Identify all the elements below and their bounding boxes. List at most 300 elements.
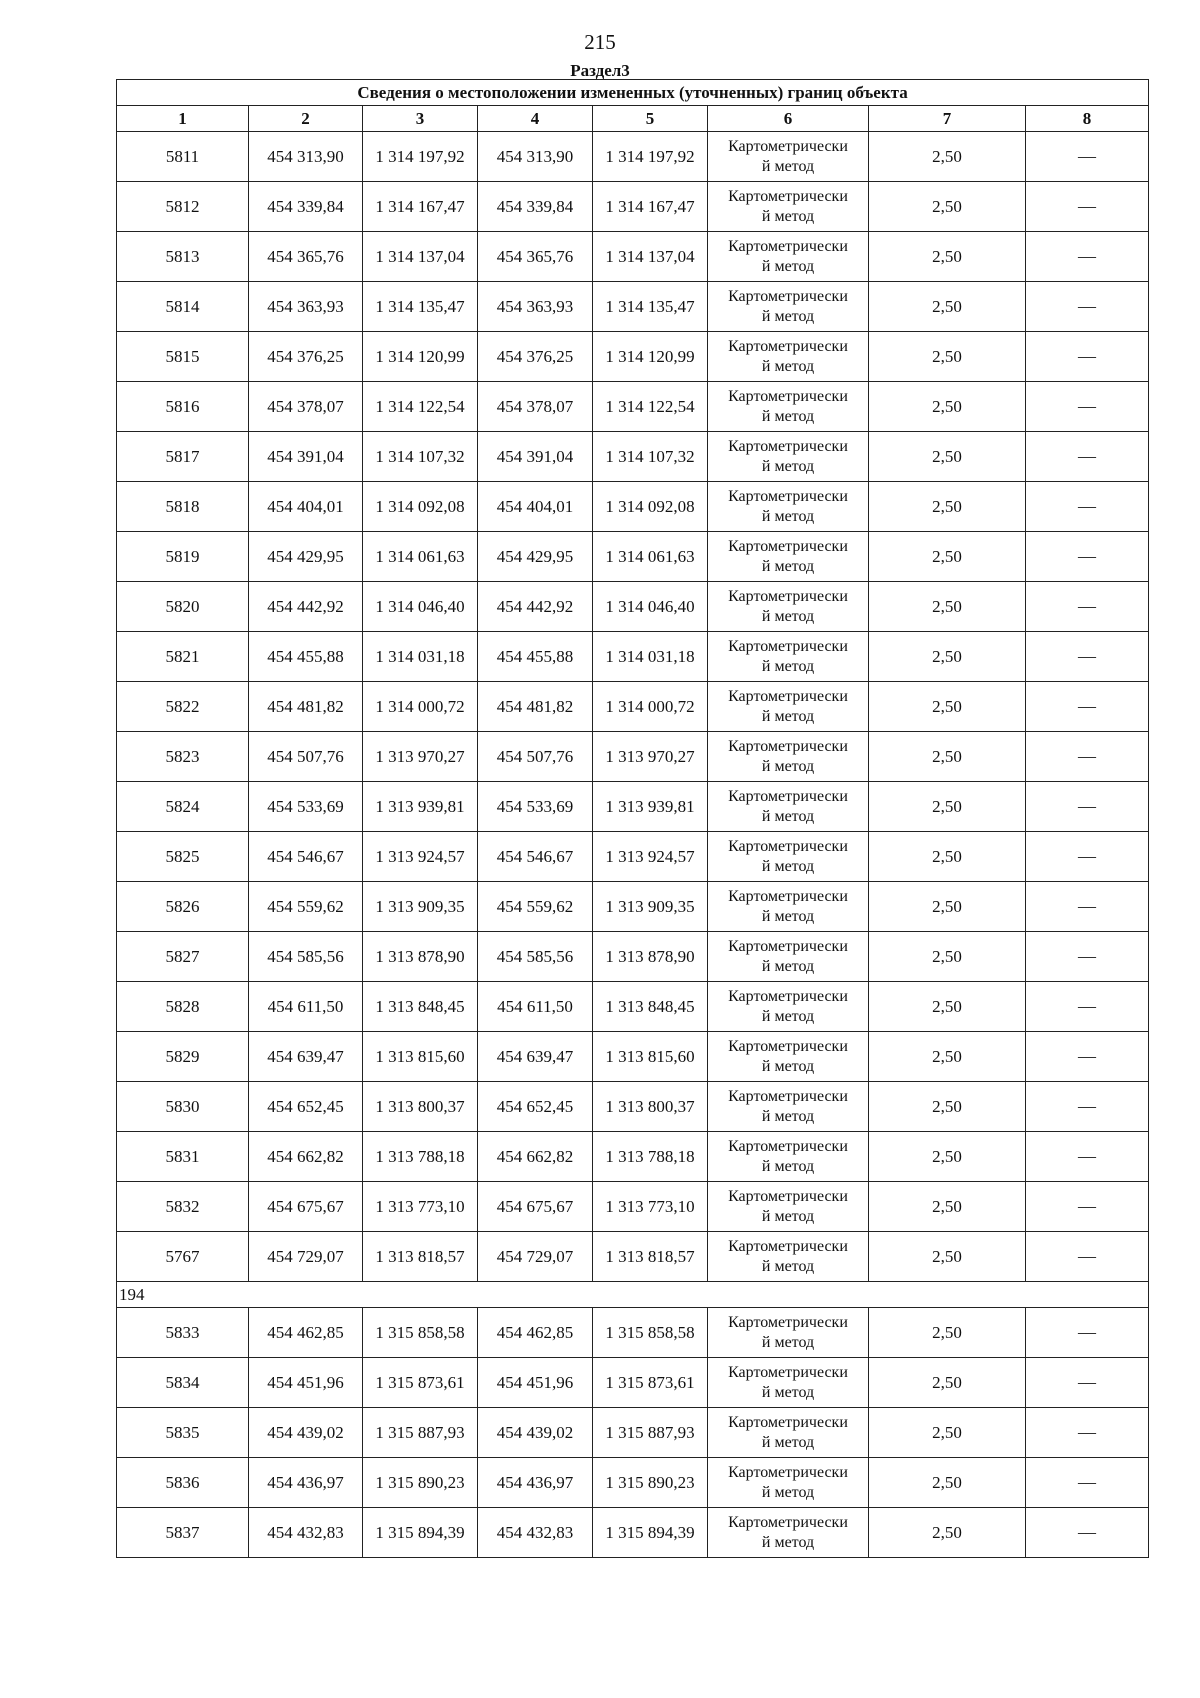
method-text-line1: Картометрически bbox=[728, 1087, 848, 1105]
x-old-cell: 454 639,47 bbox=[249, 1032, 363, 1082]
column-header: 1 bbox=[117, 106, 249, 132]
table-row bbox=[117, 282, 1149, 332]
method-cell bbox=[708, 1082, 869, 1132]
x-new-cell: 454 546,67 bbox=[478, 832, 593, 882]
description-cell: — bbox=[1026, 382, 1149, 432]
description-cell: — bbox=[1026, 432, 1149, 482]
method-text-line2: й метод bbox=[761, 157, 815, 175]
y-old-cell: 1 314 122,54 bbox=[363, 382, 478, 432]
point-number-cell: 5820 bbox=[117, 582, 249, 632]
description-cell: — bbox=[1026, 1458, 1149, 1508]
x-new-cell: 454 507,76 bbox=[478, 732, 593, 782]
point-number-cell: 5835 bbox=[117, 1408, 249, 1458]
point-number-cell: 5815 bbox=[117, 332, 249, 382]
y-new-cell: 1 313 800,37 bbox=[593, 1082, 708, 1132]
x-new-cell: 454 378,07 bbox=[478, 382, 593, 432]
x-old-cell: 454 455,88 bbox=[249, 632, 363, 682]
method-text-line2: й метод bbox=[761, 257, 815, 275]
y-old-cell: 1 314 046,40 bbox=[363, 582, 478, 632]
y-old-cell: 1 315 894,39 bbox=[363, 1508, 478, 1558]
method-text-line1: Картометрически bbox=[728, 737, 848, 755]
accuracy-cell: 2,50 bbox=[869, 1358, 1026, 1408]
point-number-cell: 5829 bbox=[117, 1032, 249, 1082]
description-cell: — bbox=[1026, 782, 1149, 832]
y-new-cell: 1 314 031,18 bbox=[593, 632, 708, 682]
method-text-line2: й метод bbox=[761, 507, 815, 525]
method-cell bbox=[708, 782, 869, 832]
x-new-cell: 454 313,90 bbox=[478, 132, 593, 182]
table-row bbox=[117, 1408, 1149, 1458]
x-old-cell: 454 559,62 bbox=[249, 882, 363, 932]
x-new-cell: 454 404,01 bbox=[478, 482, 593, 532]
description-cell: — bbox=[1026, 182, 1149, 232]
point-number-cell: 5811 bbox=[117, 132, 249, 182]
table-row bbox=[117, 632, 1149, 682]
method-cell bbox=[708, 1182, 869, 1232]
accuracy-cell: 2,50 bbox=[869, 1232, 1026, 1282]
x-old-cell: 454 533,69 bbox=[249, 782, 363, 832]
method-text-line1: Картометрически bbox=[728, 1363, 848, 1381]
accuracy-cell: 2,50 bbox=[869, 482, 1026, 532]
group-row bbox=[117, 1282, 1149, 1308]
table-row bbox=[117, 482, 1149, 532]
method-text-line2: й метод bbox=[761, 307, 815, 325]
method-text-line2: й метод bbox=[761, 707, 815, 725]
point-number-cell: 5826 bbox=[117, 882, 249, 932]
method-cell bbox=[708, 1358, 869, 1408]
point-number-cell: 5830 bbox=[117, 1082, 249, 1132]
table-row bbox=[117, 1232, 1149, 1282]
x-new-cell: 454 662,82 bbox=[478, 1132, 593, 1182]
description-cell: — bbox=[1026, 482, 1149, 532]
method-text-line1: Картометрически bbox=[728, 487, 848, 505]
x-new-cell: 454 436,97 bbox=[478, 1458, 593, 1508]
y-new-cell: 1 313 970,27 bbox=[593, 732, 708, 782]
y-new-cell: 1 314 092,08 bbox=[593, 482, 708, 532]
column-header: 4 bbox=[478, 106, 593, 132]
method-text-line2: й метод bbox=[761, 907, 815, 925]
method-text-line2: й метод bbox=[761, 1057, 815, 1075]
method-text-line1: Картометрически bbox=[728, 237, 848, 255]
x-new-cell: 454 363,93 bbox=[478, 282, 593, 332]
y-old-cell: 1 313 773,10 bbox=[363, 1182, 478, 1232]
y-new-cell: 1 313 878,90 bbox=[593, 932, 708, 982]
point-number-cell: 5814 bbox=[117, 282, 249, 332]
accuracy-cell: 2,50 bbox=[869, 432, 1026, 482]
method-text-line1: Картометрически bbox=[728, 637, 848, 655]
method-text-line1: Картометрически bbox=[728, 887, 848, 905]
x-new-cell: 454 462,85 bbox=[478, 1308, 593, 1358]
description-cell: — bbox=[1026, 132, 1149, 182]
accuracy-cell: 2,50 bbox=[869, 682, 1026, 732]
description-cell: — bbox=[1026, 932, 1149, 982]
y-new-cell: 1 314 122,54 bbox=[593, 382, 708, 432]
method-text-line1: Картометрически bbox=[728, 1137, 848, 1155]
y-new-cell: 1 315 873,61 bbox=[593, 1358, 708, 1408]
group-label: 194 bbox=[117, 1282, 1149, 1308]
method-cell bbox=[708, 282, 869, 332]
y-new-cell: 1 314 120,99 bbox=[593, 332, 708, 382]
point-number-cell: 5828 bbox=[117, 982, 249, 1032]
method-cell bbox=[708, 382, 869, 432]
y-new-cell: 1 314 135,47 bbox=[593, 282, 708, 332]
x-new-cell: 454 376,25 bbox=[478, 332, 593, 382]
column-header: 3 bbox=[363, 106, 478, 132]
y-old-cell: 1 315 887,93 bbox=[363, 1408, 478, 1458]
point-number-cell: 5827 bbox=[117, 932, 249, 982]
method-cell bbox=[708, 482, 869, 532]
x-old-cell: 454 442,92 bbox=[249, 582, 363, 632]
method-text-line2: й метод bbox=[761, 957, 815, 975]
method-text-line1: Картометрически bbox=[728, 987, 848, 1005]
accuracy-cell: 2,50 bbox=[869, 1082, 1026, 1132]
y-old-cell: 1 314 120,99 bbox=[363, 332, 478, 382]
method-cell bbox=[708, 332, 869, 382]
method-text-line1: Картометрически bbox=[728, 1463, 848, 1481]
y-old-cell: 1 314 167,47 bbox=[363, 182, 478, 232]
y-old-cell: 1 314 092,08 bbox=[363, 482, 478, 532]
point-number-cell: 5824 bbox=[117, 782, 249, 832]
column-header: 6 bbox=[708, 106, 869, 132]
method-text-line2: й метод bbox=[761, 207, 815, 225]
method-text-line1: Картометрически bbox=[728, 1037, 848, 1055]
table-row bbox=[117, 1358, 1149, 1408]
accuracy-cell: 2,50 bbox=[869, 882, 1026, 932]
y-new-cell: 1 313 773,10 bbox=[593, 1182, 708, 1232]
method-text-line2: й метод bbox=[761, 407, 815, 425]
y-old-cell: 1 314 135,47 bbox=[363, 282, 478, 332]
method-text-line1: Картометрически bbox=[728, 287, 848, 305]
method-text-line2: й метод bbox=[761, 1257, 815, 1275]
description-cell: — bbox=[1026, 232, 1149, 282]
table-row bbox=[117, 232, 1149, 282]
x-old-cell: 454 439,02 bbox=[249, 1408, 363, 1458]
point-number-cell: 5825 bbox=[117, 832, 249, 882]
y-old-cell: 1 313 939,81 bbox=[363, 782, 478, 832]
point-number-cell: 5821 bbox=[117, 632, 249, 682]
y-old-cell: 1 313 970,27 bbox=[363, 732, 478, 782]
y-old-cell: 1 313 848,45 bbox=[363, 982, 478, 1032]
method-cell bbox=[708, 1508, 869, 1558]
y-new-cell: 1 314 167,47 bbox=[593, 182, 708, 232]
y-new-cell: 1 313 818,57 bbox=[593, 1232, 708, 1282]
y-old-cell: 1 313 878,90 bbox=[363, 932, 478, 982]
x-old-cell: 454 404,01 bbox=[249, 482, 363, 532]
x-old-cell: 454 378,07 bbox=[249, 382, 363, 432]
x-old-cell: 454 546,67 bbox=[249, 832, 363, 882]
table-row bbox=[117, 532, 1149, 582]
description-cell: — bbox=[1026, 1408, 1149, 1458]
x-old-cell: 454 436,97 bbox=[249, 1458, 363, 1508]
method-text-line2: й метод bbox=[761, 1483, 815, 1501]
accuracy-cell: 2,50 bbox=[869, 1408, 1026, 1458]
y-old-cell: 1 313 909,35 bbox=[363, 882, 478, 932]
method-cell bbox=[708, 182, 869, 232]
x-new-cell: 454 611,50 bbox=[478, 982, 593, 1032]
accuracy-cell: 2,50 bbox=[869, 1308, 1026, 1358]
x-new-cell: 454 391,04 bbox=[478, 432, 593, 482]
accuracy-cell: 2,50 bbox=[869, 282, 1026, 332]
y-new-cell: 1 315 890,23 bbox=[593, 1458, 708, 1508]
y-new-cell: 1 313 939,81 bbox=[593, 782, 708, 832]
x-old-cell: 454 662,82 bbox=[249, 1132, 363, 1182]
point-number-cell: 5836 bbox=[117, 1458, 249, 1508]
method-text-line2: й метод bbox=[761, 1533, 815, 1551]
method-cell bbox=[708, 132, 869, 182]
y-new-cell: 1 315 858,58 bbox=[593, 1308, 708, 1358]
method-cell bbox=[708, 432, 869, 482]
table-row bbox=[117, 932, 1149, 982]
y-new-cell: 1 313 924,57 bbox=[593, 832, 708, 882]
accuracy-cell: 2,50 bbox=[869, 582, 1026, 632]
method-text-line1: Картометрически bbox=[728, 387, 848, 405]
table-row bbox=[117, 1458, 1149, 1508]
accuracy-cell: 2,50 bbox=[869, 632, 1026, 682]
description-cell: — bbox=[1026, 532, 1149, 582]
x-old-cell: 454 507,76 bbox=[249, 732, 363, 782]
y-new-cell: 1 314 107,32 bbox=[593, 432, 708, 482]
y-old-cell: 1 315 873,61 bbox=[363, 1358, 478, 1408]
method-cell bbox=[708, 1408, 869, 1458]
y-old-cell: 1 314 137,04 bbox=[363, 232, 478, 282]
description-cell: — bbox=[1026, 582, 1149, 632]
method-text-line1: Картометрически bbox=[728, 437, 848, 455]
method-cell bbox=[708, 832, 869, 882]
x-new-cell: 454 639,47 bbox=[478, 1032, 593, 1082]
accuracy-cell: 2,50 bbox=[869, 382, 1026, 432]
x-old-cell: 454 391,04 bbox=[249, 432, 363, 482]
table-row bbox=[117, 782, 1149, 832]
x-new-cell: 454 481,82 bbox=[478, 682, 593, 732]
method-text-line2: й метод bbox=[761, 857, 815, 875]
method-text-line1: Картометрически bbox=[728, 537, 848, 555]
point-number-cell: 5831 bbox=[117, 1132, 249, 1182]
point-number-cell: 5816 bbox=[117, 382, 249, 432]
method-text-line2: й метод bbox=[761, 607, 815, 625]
point-number-cell: 5823 bbox=[117, 732, 249, 782]
x-old-cell: 454 313,90 bbox=[249, 132, 363, 182]
method-cell bbox=[708, 582, 869, 632]
description-cell: — bbox=[1026, 332, 1149, 382]
table-row bbox=[117, 682, 1149, 732]
y-new-cell: 1 314 000,72 bbox=[593, 682, 708, 732]
y-old-cell: 1 314 031,18 bbox=[363, 632, 478, 682]
method-text-line1: Картометрически bbox=[728, 587, 848, 605]
point-number-cell: 5812 bbox=[117, 182, 249, 232]
description-cell: — bbox=[1026, 1308, 1149, 1358]
accuracy-cell: 2,50 bbox=[869, 1458, 1026, 1508]
description-cell: — bbox=[1026, 882, 1149, 932]
x-new-cell: 454 533,69 bbox=[478, 782, 593, 832]
description-cell: — bbox=[1026, 1132, 1149, 1182]
table-row bbox=[117, 182, 1149, 232]
method-text-line2: й метод bbox=[761, 657, 815, 675]
point-number-cell: 5819 bbox=[117, 532, 249, 582]
x-old-cell: 454 451,96 bbox=[249, 1358, 363, 1408]
method-text-line1: Картометрически bbox=[728, 337, 848, 355]
method-cell bbox=[708, 1032, 869, 1082]
point-number-cell: 5837 bbox=[117, 1508, 249, 1558]
point-number-cell: 5833 bbox=[117, 1308, 249, 1358]
y-old-cell: 1 314 000,72 bbox=[363, 682, 478, 732]
y-old-cell: 1 315 890,23 bbox=[363, 1458, 478, 1508]
x-new-cell: 454 439,02 bbox=[478, 1408, 593, 1458]
section-title: Раздел3 bbox=[570, 61, 630, 80]
description-cell: — bbox=[1026, 732, 1149, 782]
x-old-cell: 454 481,82 bbox=[249, 682, 363, 732]
accuracy-cell: 2,50 bbox=[869, 1508, 1026, 1558]
description-cell: — bbox=[1026, 1508, 1149, 1558]
method-text-line2: й метод bbox=[761, 1007, 815, 1025]
method-cell bbox=[708, 1458, 869, 1508]
column-header: 2 bbox=[249, 106, 363, 132]
method-text-line1: Картометрически bbox=[728, 187, 848, 205]
method-text-line2: й метод bbox=[761, 457, 815, 475]
accuracy-cell: 2,50 bbox=[869, 932, 1026, 982]
accuracy-cell: 2,50 bbox=[869, 532, 1026, 582]
accuracy-cell: 2,50 bbox=[869, 132, 1026, 182]
table-row bbox=[117, 1308, 1149, 1358]
y-new-cell: 1 315 887,93 bbox=[593, 1408, 708, 1458]
method-text-line1: Картометрически bbox=[728, 937, 848, 955]
y-old-cell: 1 314 061,63 bbox=[363, 532, 478, 582]
method-text-line2: й метод bbox=[761, 1207, 815, 1225]
x-new-cell: 454 729,07 bbox=[478, 1232, 593, 1282]
page-number: 215 bbox=[584, 30, 616, 54]
y-new-cell: 1 313 848,45 bbox=[593, 982, 708, 1032]
method-text-line2: й метод bbox=[761, 757, 815, 775]
x-old-cell: 454 376,25 bbox=[249, 332, 363, 382]
description-cell: — bbox=[1026, 682, 1149, 732]
x-new-cell: 454 432,83 bbox=[478, 1508, 593, 1558]
table-row bbox=[117, 1182, 1149, 1232]
y-old-cell: 1 313 815,60 bbox=[363, 1032, 478, 1082]
method-cell bbox=[708, 532, 869, 582]
x-new-cell: 454 429,95 bbox=[478, 532, 593, 582]
point-number-cell: 5767 bbox=[117, 1232, 249, 1282]
method-text-line1: Картометрически bbox=[728, 1413, 848, 1431]
description-cell: — bbox=[1026, 282, 1149, 332]
table-row bbox=[117, 882, 1149, 932]
x-old-cell: 454 429,95 bbox=[249, 532, 363, 582]
point-number-cell: 5822 bbox=[117, 682, 249, 732]
method-cell bbox=[708, 1132, 869, 1182]
table-row bbox=[117, 1132, 1149, 1182]
description-cell: — bbox=[1026, 1032, 1149, 1082]
table-row bbox=[117, 132, 1149, 182]
accuracy-cell: 2,50 bbox=[869, 232, 1026, 282]
x-new-cell: 454 652,45 bbox=[478, 1082, 593, 1132]
method-cell bbox=[708, 632, 869, 682]
method-text-line2: й метод bbox=[761, 1107, 815, 1125]
y-new-cell: 1 314 197,92 bbox=[593, 132, 708, 182]
accuracy-cell: 2,50 bbox=[869, 332, 1026, 382]
accuracy-cell: 2,50 bbox=[869, 982, 1026, 1032]
description-cell: — bbox=[1026, 1232, 1149, 1282]
accuracy-cell: 2,50 bbox=[869, 1132, 1026, 1182]
point-number-cell: 5832 bbox=[117, 1182, 249, 1232]
table-row bbox=[117, 332, 1149, 382]
method-text-line1: Картометрически bbox=[728, 1237, 848, 1255]
column-header: 7 bbox=[869, 106, 1026, 132]
x-old-cell: 454 585,56 bbox=[249, 932, 363, 982]
boundary-table bbox=[116, 79, 1149, 1558]
x-old-cell: 454 339,84 bbox=[249, 182, 363, 232]
point-number-cell: 5817 bbox=[117, 432, 249, 482]
description-cell: — bbox=[1026, 632, 1149, 682]
x-old-cell: 454 432,83 bbox=[249, 1508, 363, 1558]
accuracy-cell: 2,50 bbox=[869, 832, 1026, 882]
accuracy-cell: 2,50 bbox=[869, 782, 1026, 832]
x-new-cell: 454 559,62 bbox=[478, 882, 593, 932]
x-new-cell: 454 339,84 bbox=[478, 182, 593, 232]
table-row bbox=[117, 432, 1149, 482]
y-new-cell: 1 314 046,40 bbox=[593, 582, 708, 632]
description-cell: — bbox=[1026, 1358, 1149, 1408]
method-text-line2: й метод bbox=[761, 1383, 815, 1401]
method-text-line1: Картометрически bbox=[728, 1187, 848, 1205]
table-row bbox=[117, 1082, 1149, 1132]
table-caption: Сведения о местоположении измененных (уточненных) границ объекта bbox=[117, 80, 1149, 106]
description-cell: — bbox=[1026, 832, 1149, 882]
y-old-cell: 1 313 800,37 bbox=[363, 1082, 478, 1132]
table-row bbox=[117, 582, 1149, 632]
method-cell bbox=[708, 732, 869, 782]
y-new-cell: 1 313 909,35 bbox=[593, 882, 708, 932]
point-number-cell: 5834 bbox=[117, 1358, 249, 1408]
table-row bbox=[117, 732, 1149, 782]
accuracy-cell: 2,50 bbox=[869, 1182, 1026, 1232]
method-text-line1: Картометрически bbox=[728, 837, 848, 855]
table-row bbox=[117, 982, 1149, 1032]
column-header: 5 bbox=[593, 106, 708, 132]
x-old-cell: 454 652,45 bbox=[249, 1082, 363, 1132]
x-new-cell: 454 451,96 bbox=[478, 1358, 593, 1408]
description-cell: — bbox=[1026, 1182, 1149, 1232]
method-text-line1: Картометрически bbox=[728, 1513, 848, 1531]
table-row bbox=[117, 1032, 1149, 1082]
x-old-cell: 454 365,76 bbox=[249, 232, 363, 282]
method-cell bbox=[708, 982, 869, 1032]
accuracy-cell: 2,50 bbox=[869, 732, 1026, 782]
y-new-cell: 1 314 061,63 bbox=[593, 532, 708, 582]
method-cell bbox=[708, 682, 869, 732]
method-text-line2: й метод bbox=[761, 357, 815, 375]
accuracy-cell: 2,50 bbox=[869, 1032, 1026, 1082]
x-new-cell: 454 365,76 bbox=[478, 232, 593, 282]
x-new-cell: 454 585,56 bbox=[478, 932, 593, 982]
x-old-cell: 454 363,93 bbox=[249, 282, 363, 332]
column-header: 8 bbox=[1026, 106, 1149, 132]
method-text-line1: Картометрически bbox=[728, 1313, 848, 1331]
y-old-cell: 1 314 197,92 bbox=[363, 132, 478, 182]
table-row bbox=[117, 1508, 1149, 1558]
y-old-cell: 1 313 788,18 bbox=[363, 1132, 478, 1182]
x-new-cell: 454 455,88 bbox=[478, 632, 593, 682]
method-text-line1: Картометрически bbox=[728, 787, 848, 805]
x-old-cell: 454 611,50 bbox=[249, 982, 363, 1032]
y-old-cell: 1 315 858,58 bbox=[363, 1308, 478, 1358]
y-new-cell: 1 313 815,60 bbox=[593, 1032, 708, 1082]
method-text-line2: й метод bbox=[761, 1433, 815, 1451]
x-old-cell: 454 729,07 bbox=[249, 1232, 363, 1282]
method-text-line1: Картометрически bbox=[728, 687, 848, 705]
accuracy-cell: 2,50 bbox=[869, 182, 1026, 232]
method-cell bbox=[708, 882, 869, 932]
description-cell: — bbox=[1026, 982, 1149, 1032]
method-cell bbox=[708, 1232, 869, 1282]
method-cell bbox=[708, 932, 869, 982]
